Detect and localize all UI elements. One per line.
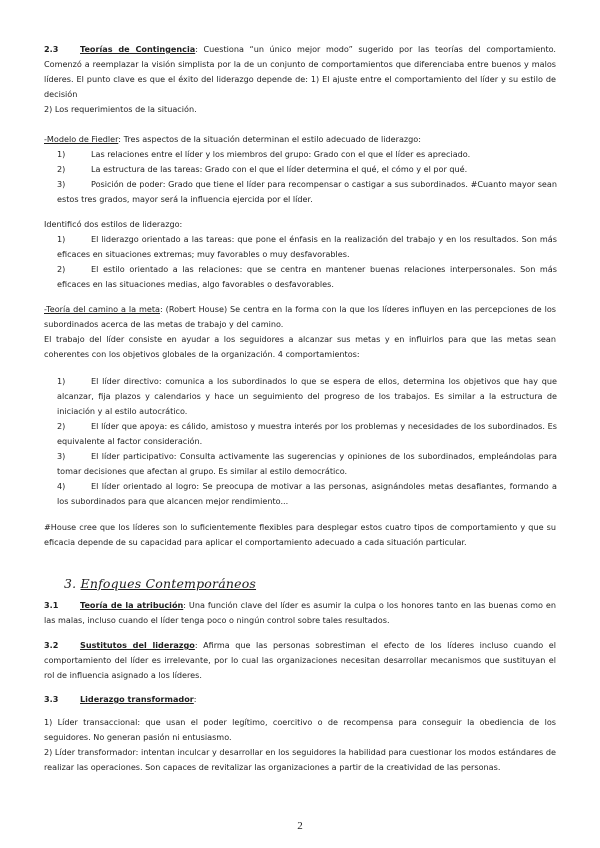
house-note: #House cree que los líderes son lo suficientemente flexibles para desplegar estos cuatro tipos de comportamiento y que su eficacia depende de su capacidad para aplicar el comportamiento adecuado a cada situación particular. bbox=[44, 522, 556, 547]
list-text: El líder participativo: Consulta activamente las sugerencias y opiniones de los subordinados, empleándolas para tomar decisiones que afectan al grupo. Es similar al estilo democrático. bbox=[57, 451, 557, 476]
path-goal-paragraph-2: El trabajo del líder consiste en ayudar a los seguidores a alcanzar sus metas y en influirlos para que las metas sean coherentes con los objetivos globales de la organización. 4 comportamientos: bbox=[44, 334, 556, 359]
transformational-leader: 2) Líder transformador: intentan inculcar y desarrollar en los seguidores la habilidad para cuestionar los modos estándares de realizar las operaciones. Son capaces de revitalizar las organizaciones a partir de la creatividad de las personas. bbox=[44, 747, 556, 772]
list-text: La estructura de las tareas: Grado con el que el líder determina el qué, el cómo y el por qué. bbox=[91, 164, 468, 174]
list-text: El líder que apoya: es cálido, amistoso y muestra interés por los problemas y necesidades de los subordinados. Es equivalente al factor consideración. bbox=[57, 421, 557, 446]
list-text: El liderazgo orientado a las tareas: que pone el énfasis en la realización del trabajo y en los resultados. Son más eficaces en situaciones extremas; muy favorables o muy desfavorables. bbox=[57, 234, 557, 259]
behavior-item bbox=[57, 449, 557, 479]
styles-intro: Identificó dos estilos de liderazgo: bbox=[44, 219, 183, 229]
section-title: Sustitutos del liderazgo bbox=[80, 640, 195, 650]
path-goal-paragraph bbox=[44, 302, 556, 332]
list-text: Las relaciones entre el líder y los miembros del grupo: Grado con el que el líder es apreciado. bbox=[91, 149, 471, 159]
fiedler-item bbox=[57, 147, 557, 162]
behavior-item bbox=[57, 419, 557, 449]
list-number: 1) bbox=[57, 234, 66, 244]
fiedler-item bbox=[57, 177, 557, 207]
list-text: El estilo orientado a las relaciones: que se centra en mantener buenas relaciones interpersonales. Son más eficaces en las situaciones medias, algo favorables o desfavorables. bbox=[57, 264, 557, 289]
list-number: 4) bbox=[57, 481, 66, 491]
section-number: 2.3 bbox=[44, 44, 59, 54]
path-goal-title: -Teoría del camino a la meta bbox=[44, 304, 161, 314]
section-text: : Cuestiona “un único mejor modo” sugerido por las teorías del comportamiento. Comenzó a reemplazar la visión simplista por la de un conjunto de comportamientos que diferenciaba entre buenos y malos líderes. El punto clave es que el éxito del liderazgo depende de: 1) El ajuste entre el comportamiento del líder y su estilo de decisión bbox=[44, 44, 556, 99]
list-text: El líder directivo: comunica a los subordinados lo que se espera de ellos, determina los objetivos que hay que alcanzar, fija plazos y calendarios y hace un seguimiento del progreso de los trabajos. Es similar a la estructura de iniciación y al estilo autocrático. bbox=[57, 376, 557, 416]
section-number: 3.3 bbox=[44, 694, 59, 704]
section-3-heading bbox=[64, 576, 256, 591]
section-number: 3.2 bbox=[44, 640, 59, 650]
fiedler-item bbox=[57, 162, 557, 177]
section-3-2-paragraph bbox=[44, 638, 556, 683]
style-item bbox=[57, 262, 557, 292]
list-text: Posición de poder: Grado que tiene el líder para recompensar o castigar a sus subordinados. #Cuanto mayor sean estos tres grados, mayor será la influencia ejercida por el líder. bbox=[57, 179, 557, 204]
list-number: 3) bbox=[57, 179, 66, 189]
section-2-3-paragraph bbox=[44, 42, 556, 102]
fiedler-paragraph bbox=[44, 132, 556, 147]
fiedler-text: : Tres aspectos de la situación determinan el estilo adecuado de liderazgo: bbox=[118, 134, 421, 144]
section-title: Liderazgo transformador bbox=[80, 694, 194, 704]
section-text: : bbox=[193, 694, 197, 704]
section-number: 3.1 bbox=[44, 600, 59, 610]
behavior-item bbox=[57, 479, 557, 509]
list-number: 2) bbox=[57, 421, 66, 431]
heading-number: 3. bbox=[64, 576, 77, 591]
transactional-leader: 1) Líder transaccional: que usan el poder legítimo, coercitivo o de recompensa para conseguir la obediencia de los seguidores. No generan pasión ni entusiasmo. bbox=[44, 717, 556, 742]
heading-title: Enfoques Contemporáneos bbox=[80, 576, 257, 591]
path-goal-text: : (Robert House) Se centra en la forma con la que los líderes influyen en las percepciones de los subordinados acerca de las metas de trabajo y del camino. bbox=[44, 304, 556, 329]
style-item bbox=[57, 232, 557, 262]
section-3-3-heading bbox=[44, 692, 556, 707]
section-text: : Afirma que las personas sobrestiman el efecto de los líderes incluso cuando el comportamiento del líder es irrelevante, por lo cual las organizaciones necesitan desarrollar mecanismos que sustituyan el rol de influencia asignado a los líderes. bbox=[44, 640, 556, 680]
list-number: 1) bbox=[57, 376, 66, 386]
behavior-item bbox=[57, 374, 557, 419]
list-text: El líder orientado al logro: Se preocupa de motivar a las personas, asignándoles metas desafiantes, formando a los subordinados para que alcancen mejor rendimiento... bbox=[57, 481, 557, 506]
list-number: 2) bbox=[57, 164, 66, 174]
section-text: : Una función clave del líder es asumir la culpa o los honores tanto en las buenas como en las malas, incluso cuando el líder tenga poco o ningún control sobre tales resultados. bbox=[44, 600, 556, 625]
list-number: 2) bbox=[57, 264, 66, 274]
section-title: Teorías de Contingencia bbox=[80, 44, 196, 54]
fiedler-title: -Modelo de Fiedler bbox=[44, 134, 119, 144]
section-2-3-line2: 2) Los requerimientos de la situación. bbox=[44, 104, 197, 114]
list-number: 3) bbox=[57, 451, 66, 461]
section-title: Teoría de la atribución bbox=[80, 600, 184, 610]
page-number: 2 bbox=[297, 820, 303, 832]
list-number: 1) bbox=[57, 149, 66, 159]
section-3-1-paragraph bbox=[44, 598, 556, 628]
